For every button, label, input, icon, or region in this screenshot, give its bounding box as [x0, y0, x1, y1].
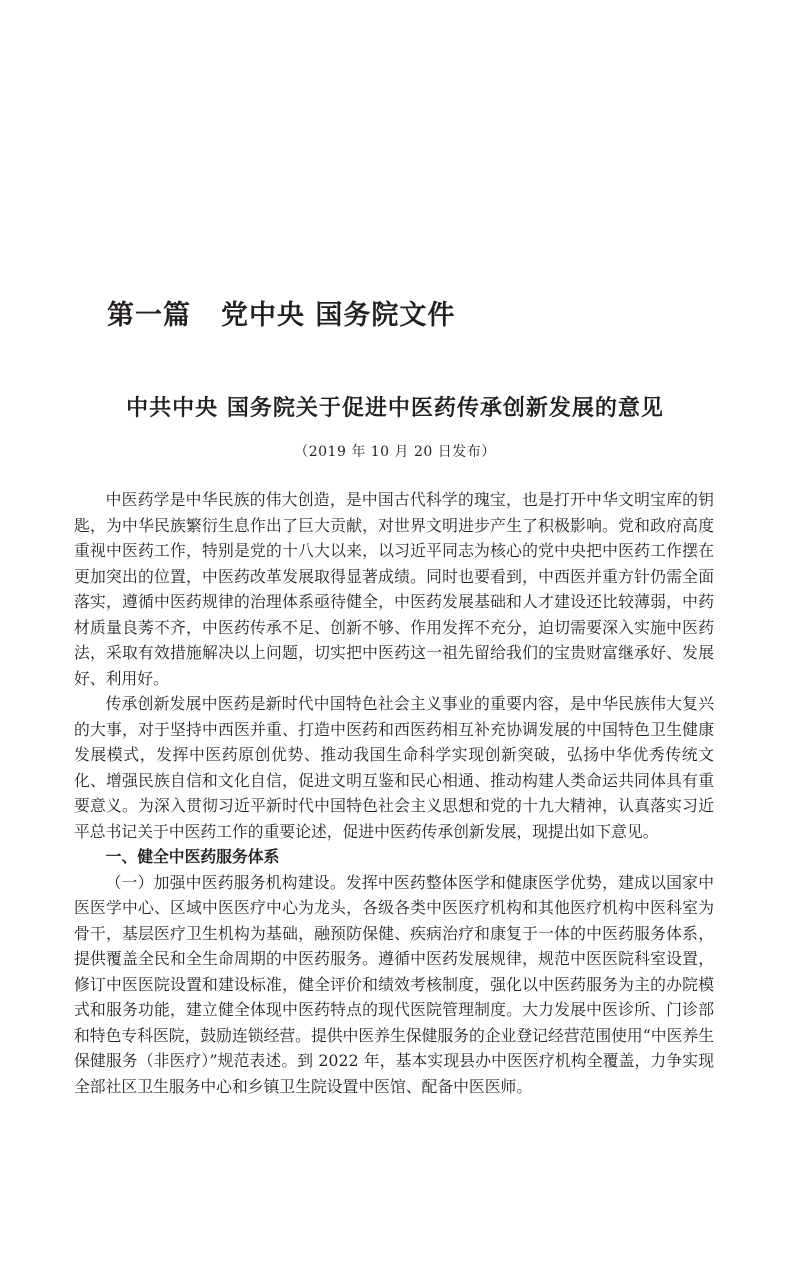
part-number: 第一篇	[107, 300, 191, 331]
part-name: 党中央 国务院文件	[221, 300, 456, 331]
paragraph: 中医药学是中华民族的伟大创造，是中国古代科学的瑰宝，也是打开中华文明宝库的钥匙，为中华民族繁衍生息作出了巨大贡献，对世界文明进步产生了积极影响。党和政府高度重视中医药工作，特别是党的十八大以来，以习近平同志为核心的党中央把中医药工作摆在更加突出的位置，中医药改革发展取得显著成绩。同时也要看到，中西医并重方针仍需全面落实，遵循中医药规律的治理体系亟待健全，中医药发展基础和人才建设还比较薄弱，中药材质量良莠不齐，中医药传承不足、创新不够、作用发挥不充分，迫切需要深入实施中医药法，采取有效措施解决以上问题，切实把中医药这一祖先留给我们的宝贵财富继承好、发展好、利用好。	[74, 490, 714, 688]
part-title	[107, 296, 455, 336]
section-paragraph: （一）加强中医药服务机构建设。发挥中医药整体医学和健康医学优势，建成以国家中医医学中心、区域中医医疗中心为龙头，各级各类中医医疗机构和其他医疗机构中医科室为骨干，基层医疗卫生机构为基础，融预防保健、疾病治疗和康复于一体的中医药服务体系，提供覆盖全民和全生命周期的中医药服务。遵循中医药发展规律，规范中医医院科室设置，修订中医医院设置和建设标准，健全评价和绩效考核制度，强化以中医药服务为主的办院模式和服务功能，建立健全体现中医药特点的现代医院管理制度。大力发展中医诊所、门诊部和特色专科医院，鼓励连锁经营。提供中医养生保健服务的企业登记经营范围使用“中医养生保健服务（非医疗）”规范表述。到 2022 年，基本实现县办中医医疗机构全覆盖，力争实现全部社区卫生服务中心和乡镇卫生院设置中医馆、配备中医医师。	[74, 872, 714, 1096]
publish-date: （2019 年 10 月 20 日发布）	[294, 444, 496, 460]
section-heading: 一、健全中医药服务体系	[105, 847, 280, 866]
document-body	[74, 487, 714, 1099]
document-title: 中共中央 国务院关于促进中医药传承创新发展的意见	[126, 395, 664, 421]
paragraph: 传承创新发展中医药是新时代中国特色社会主义事业的重要内容，是中华民族伟大复兴的大事，对于坚持中西医并重、打造中医药和西医药相互补充协调发展的中国特色卫生健康发展模式，发挥中医药原创优势、推动我国生命科学实现创新突破，弘扬中华优秀传统文化、增强民族自信和文化自信，促进文明互鉴和民心相通、推动构建人类命运共同体具有重要意义。为深入贯彻习近平新时代中国特色社会主义思想和党的十九大精神，认真落实习近平总书记关于中医药工作的重要论述，促进中医药传承创新发展，现提出如下意见。	[74, 694, 714, 841]
